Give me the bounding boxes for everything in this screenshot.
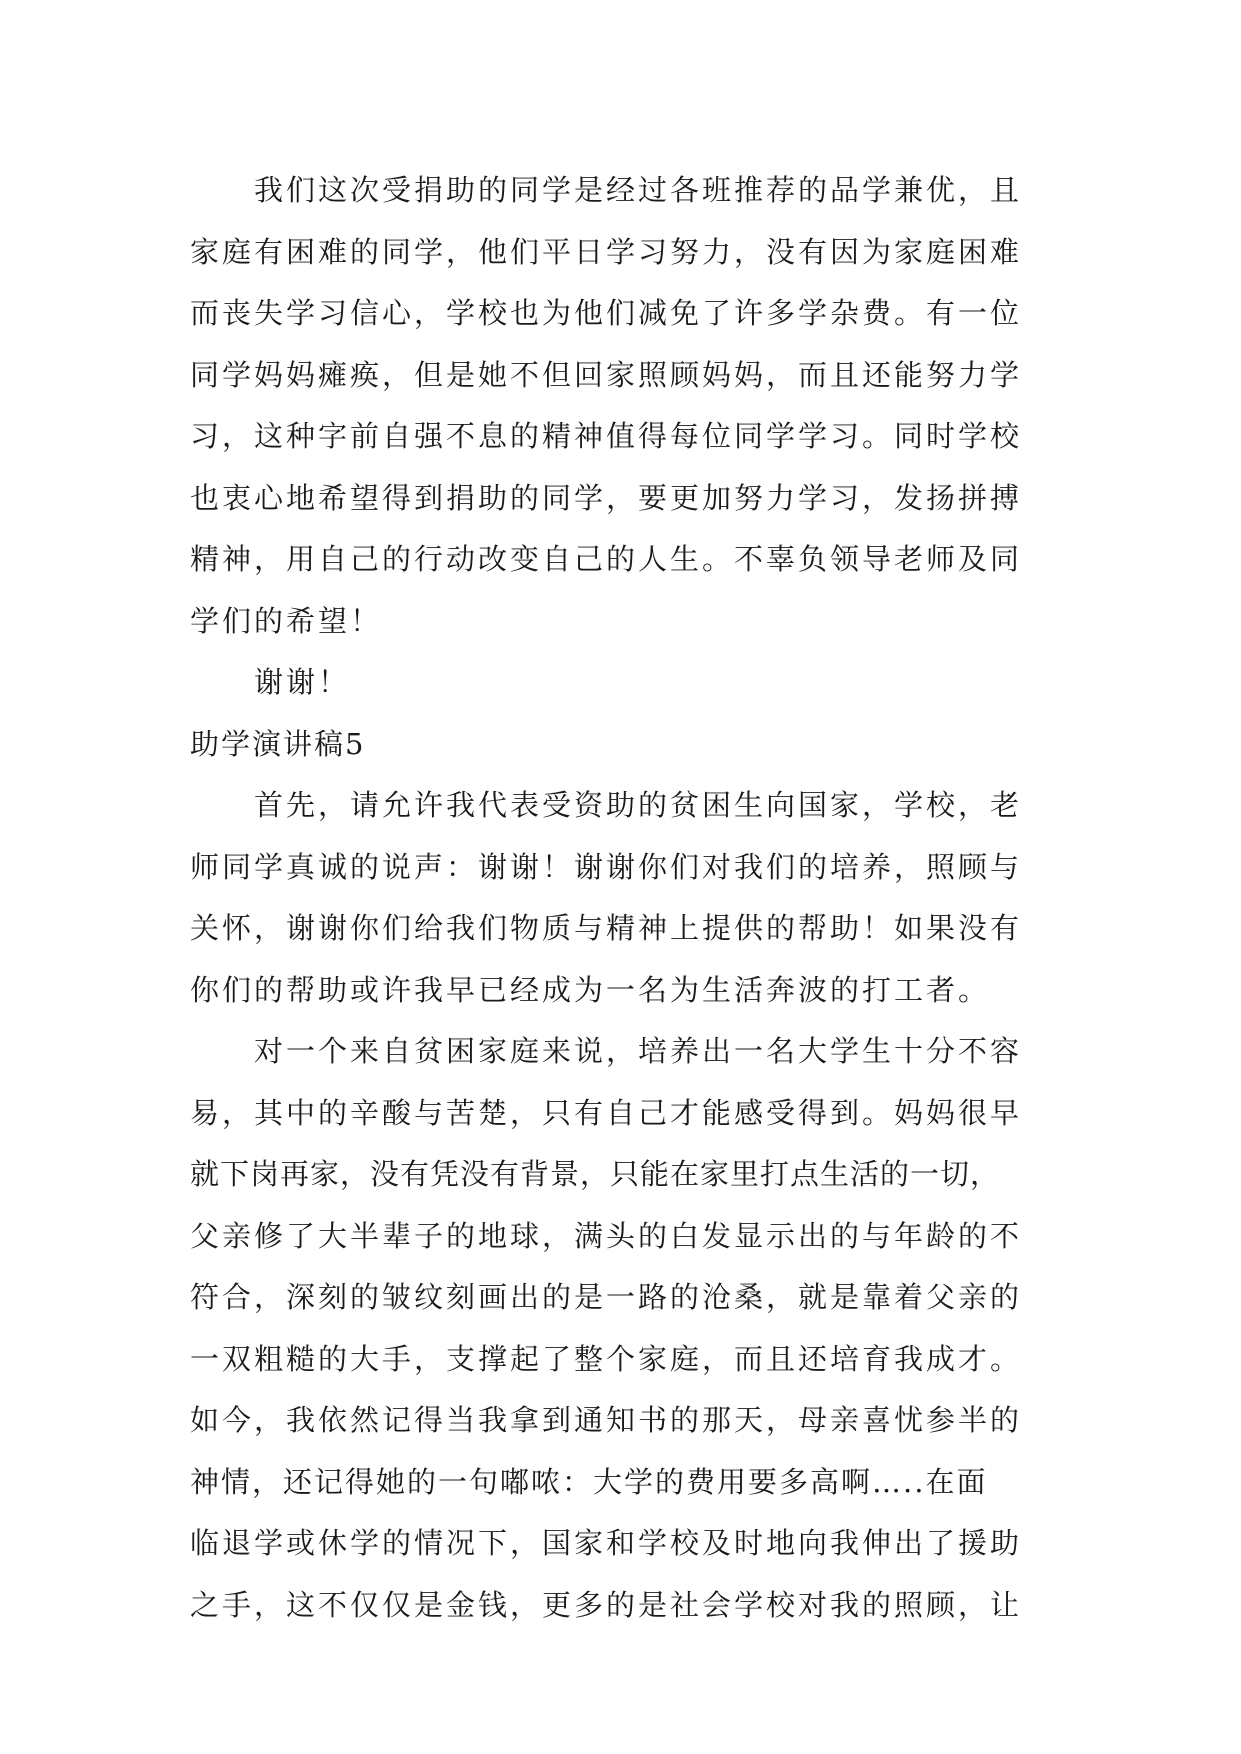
paragraph-line: 父亲修了大半辈子的地球，满头的白发显示出的与年龄的不 [190,1218,1023,1253]
paragraph-line: 神情，还记得她的一句嘟哝：大学的费用要多高啊…..在面 [190,1464,988,1499]
paragraph-line: 符合，深刻的皱纹刻画出的是一路的沧桑，就是靠着父亲的 [190,1280,1023,1314]
paragraph-line: 就下岗再家，没有凭没有背景，只能在家里打点生活的一切， [190,1157,1001,1191]
paragraph-line: 如今，我依然记得当我拿到通知书的那天，母亲喜忧参半的 [190,1403,1023,1437]
paragraph-line: 关怀，谢谢你们给我们物质与精神上提供的帮助！如果没有 [190,911,1023,945]
paragraph-line: 对一个来自贫困家庭来说，培养出一名大学生十分不容 [254,1034,1023,1068]
section-heading: 助学演讲稿5 [190,726,366,761]
paragraph-line: 同学妈妈瘫痪，但是她不但回家照顾妈妈，而且还能努力学 [190,357,1023,392]
paragraph-line: 精神，用自己的行动改变自己的人生。不辜负领导老师及同 [190,542,1023,576]
paragraph-line: 之手，这不仅仅是金钱，更多的是社会学校对我的照顾，让 [190,1587,1023,1622]
paragraph-line: 我们这次受捐助的同学是经过各班推荐的品学兼优，且 [254,173,1023,207]
document-body [190,160,1070,1636]
paragraph-line: 而丧失学习信心，学校也为他们减免了许多学杂费。有一位 [190,296,1023,330]
paragraph-line: 一双粗糙的大手，支撑起了整个家庭，而且还培育我成才。 [190,1341,1023,1376]
paragraph-line: 学们的希望！ [190,603,383,638]
paragraph-line: 也衷心地希望得到捐助的同学，要更加努力学习，发扬拼搏 [190,480,1023,515]
paragraph-line: 你们的帮助或许我早已经成为一名为生活奔波的打工者。 [190,972,991,1007]
thanks-line: 谢谢！ [254,665,351,699]
paragraph-line: 家庭有困难的同学，他们平日学习努力，没有因为家庭困难 [190,234,1023,269]
paragraph-line: 临退学或休学的情况下，国家和学校及时地向我伸出了援助 [190,1526,1023,1560]
paragraph-line: 易，其中的辛酸与苦楚，只有自己才能感受得到。妈妈很早 [190,1095,1023,1130]
paragraph-line: 习，这种字前自强不息的精神值得每位同学学习。同时学校 [190,419,1023,453]
paragraph-line: 师同学真诚的说声：谢谢！谢谢你们对我们的培养，照顾与 [190,849,1023,884]
paragraph-line: 首先，请允许我代表受资助的贫困生向国家，学校，老 [254,788,1023,822]
